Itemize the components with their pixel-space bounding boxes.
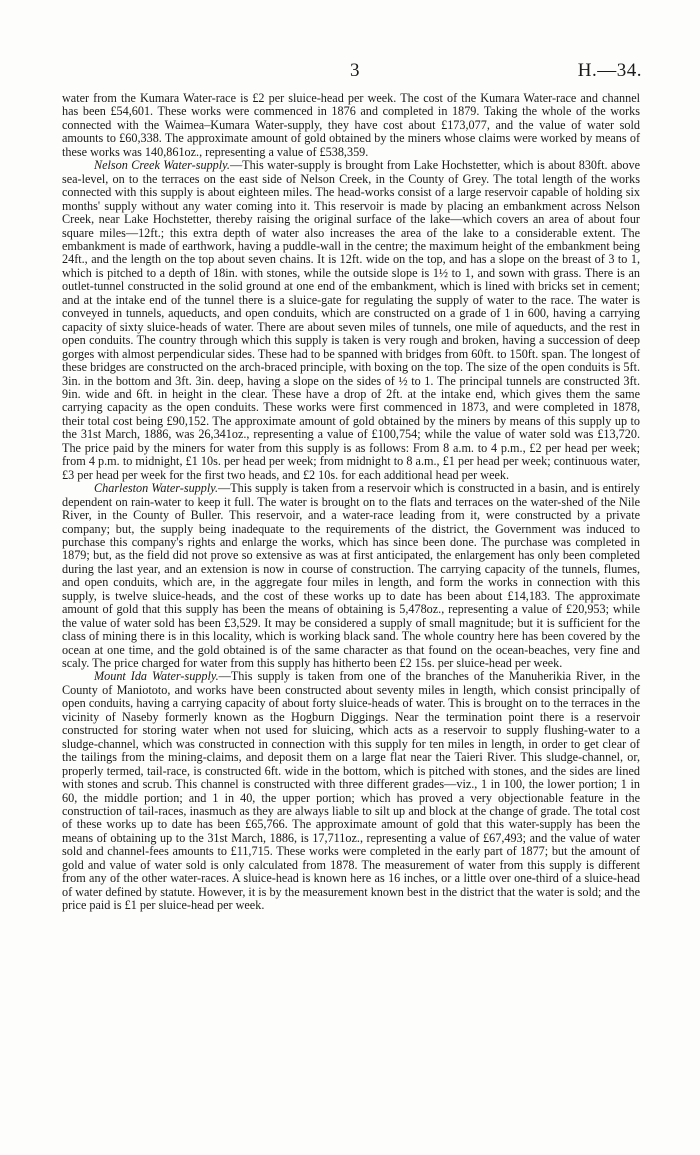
paragraph-kumara-summary xyxy=(62,92,640,159)
paragraph-text: —This supply is taken from one of the branches of the Manuherikia River, in the County of Maniototo, and works have been constructed about seventy miles in length, which consist principally of open conduits, having a carrying capacity of about forty sluice-heads of water. This is brought on to the terraces in the vicinity of Naseby formerly known as the Hogburn Diggings. Near the termination point there is a reservoir constructed for storing water when not used for sluicing, which acts as a reservoir to supply flushing-water to a sludge-channel, which was constructed in connection with this supply for ten miles in length, in order to get clear of the tailings from the mining-claims, and deposit them on a large flat near the Taieri River. This sludge-channel, or, properly termed, tail-race, is constructed 6ft. wide in the bottom, which is pitched with stones, and the sides are lined with stones and scrub. This channel is constructed with three different grades—viz., 1 in 100, the lower portion; 1 in 60, the middle portion; and 1 in 40, the upper portion; which has proved a very objectionable feature in the construction of tail-races, inasmuch as they are always liable to silt up and block at the change of grade. The total cost of these works up to date has been £65,766. The approximate amount of gold that this water-supply has been the means of obtaining up to the 31st March, 1886, is 17,711oz., representing a value of £67,493; and the value of water sold and channel-fees amounts to £11,715. These works were completed in the early part of 1877; but the amount of gold and value of water sold is only calculated from 1878. The measurement of water from this supply is different from any of the other water-races. A sluice-head is known here as 16 inches, or a little over one-third of a sluice-head of water defined by statute. However, it is by the measurement known best in the district that the water is sold; and the price paid is £1 per sluice-head per week. xyxy=(62,669,640,913)
page-header xyxy=(0,60,700,82)
body-text xyxy=(62,92,640,913)
section-heading: Charleston Water-supply. xyxy=(94,481,219,496)
section-heading: Nelson Creek Water-supply. xyxy=(94,158,230,173)
document-reference: H.—34. xyxy=(577,60,642,81)
paragraph-mount-ida xyxy=(62,670,640,912)
page-number: 3 xyxy=(350,60,360,81)
paragraph-charleston xyxy=(62,482,640,670)
section-heading: Mount Ida Water-supply. xyxy=(94,669,219,684)
paragraph-nelson-creek xyxy=(62,159,640,482)
paragraph-text: —This water-supply is brought from Lake Hochstetter, which is about 830ft. above sea-level, on to the terraces on the east side of Nelson Creek, in the County of Grey. The total length of the works connected with this supply is about eighteen miles. The head-works consist of a large reservoir capable of holding six months' supply without any water coming into it. This reservoir is made by placing an embankment across Nelson Creek, near Lake Hochstetter, thereby raising the original surface of the lake—which covers an area of about four square miles—12ft.; this extra depth of water also increases the area of the lake to a considerable extent. The embankment is made of earthwork, having a puddle-wall in the centre; the maximum height of the embankment being 24ft., and the length on the top about seven chains. It is 12ft. wide on the top, and has a slope on the breast of 3 to 1, which is pitched to a depth of 18in. with stones, while the outside slope is 1½ to 1, and sown with grass. There is an outlet-tunnel constructed in the solid ground at one end of the embankment, which is lined with bricks set in cement; and at the intake end of the tunnel there is a sluice-gate for regulating the supply of water to the race. The water is conveyed in tunnels, aqueducts, and open conduits, which are constructed on a grade of 1 in 600, having a carrying capacity of sixty sluice-heads of water. There are about seven miles of tunnels, one mile of aqueducts, and the rest in open conduits. The country through which this supply is taken is very rough and broken, having a succession of deep gorges with almost perpendicular sides. These had to be spanned with bridges from 60ft. to 150ft. span. The longest of these bridges are constructed on the arch-braced principle, with boxing on the top. The size of the open conduits is 5ft. 3in. in the bottom and 3ft. 3in. deep, having a slope on the sides of ½ to 1. The principal tunnels are constructed 3ft. 9in. wide and 6ft. in height in the clear. These have a drop of 2ft. at the intake end, which gives them the same carrying capacity as the open conduits. These works were first commenced in 1873, and were completed in 1878, their total cost being £90,152. The approximate amount of gold obtained by the miners by means of this supply up to the 31st March, 1886, was 26,341oz., representing a value of £100,754; while the value of water sold was £13,720. The price paid by the miners for water from this supply is as follows: From 8 a.m. to 4 p.m., £2 per head per week; from 4 p.m. to midnight, £1 10s. per head per week; from midnight to 8 a.m., £1 per head per week; continuous water, £3 per head per week for the first two heads, and £2 10s. for each additional head per week. xyxy=(62,158,640,482)
paragraph-text: —This supply is taken from a reservoir which is constructed in a basin, and is entirely dependent on rain-water to keep it full. The water is brought on to the flats and terraces on the water-shed of the Nile River, in the County of Buller. This reservoir, and a water-race leading from it, were constructed by a private company; but, the supply being inadequate to the requirements of the district, the Government was induced to purchase this company's rights and enlarge the works, which has since been done. The purchase was completed in 1879; but, as the field did not prove so extensive as was at first anticipated, the enlargement has only been completed during the last year, and an extension is now in course of construction. The carrying capacity of the tunnels, flumes, and open conduits, which are, in the aggregate four miles in length, and form the works in connection with this supply, is twelve sluice-heads, and the cost of these works up to date has been about £14,183. The approximate amount of gold that this supply has been the means of obtaining is 5,478oz., representing a value of £20,953; while the value of water sold has been £3,529. It may be considered a supply of small magnitude; but it is sufficient for the class of mining there is in this locality, which is working black sand. The whole country here has been covered by the ocean at one time, and the gold obtained is of the same character as that found on the ocean-beaches, very fine and scaly. The price charged for water from this supply has hitherto been £2 15s. per sluice-head per week. xyxy=(62,481,640,671)
paragraph-text: water from the Kumara Water-race is £2 per sluice-head per week. The cost of the Kumara Water-race and channel has been £54,601. These works were commenced in 1876 and completed in 1879. Taking the whole of the works connected with the Waimea–Kumara Water-supply, they have cost about £173,077, and the value of water sold amounts to £60,338. The approximate amount of gold obtained by the miners whose claims were worked by means of these works was 140,861oz., representing a value of £538,359. xyxy=(62,91,640,159)
